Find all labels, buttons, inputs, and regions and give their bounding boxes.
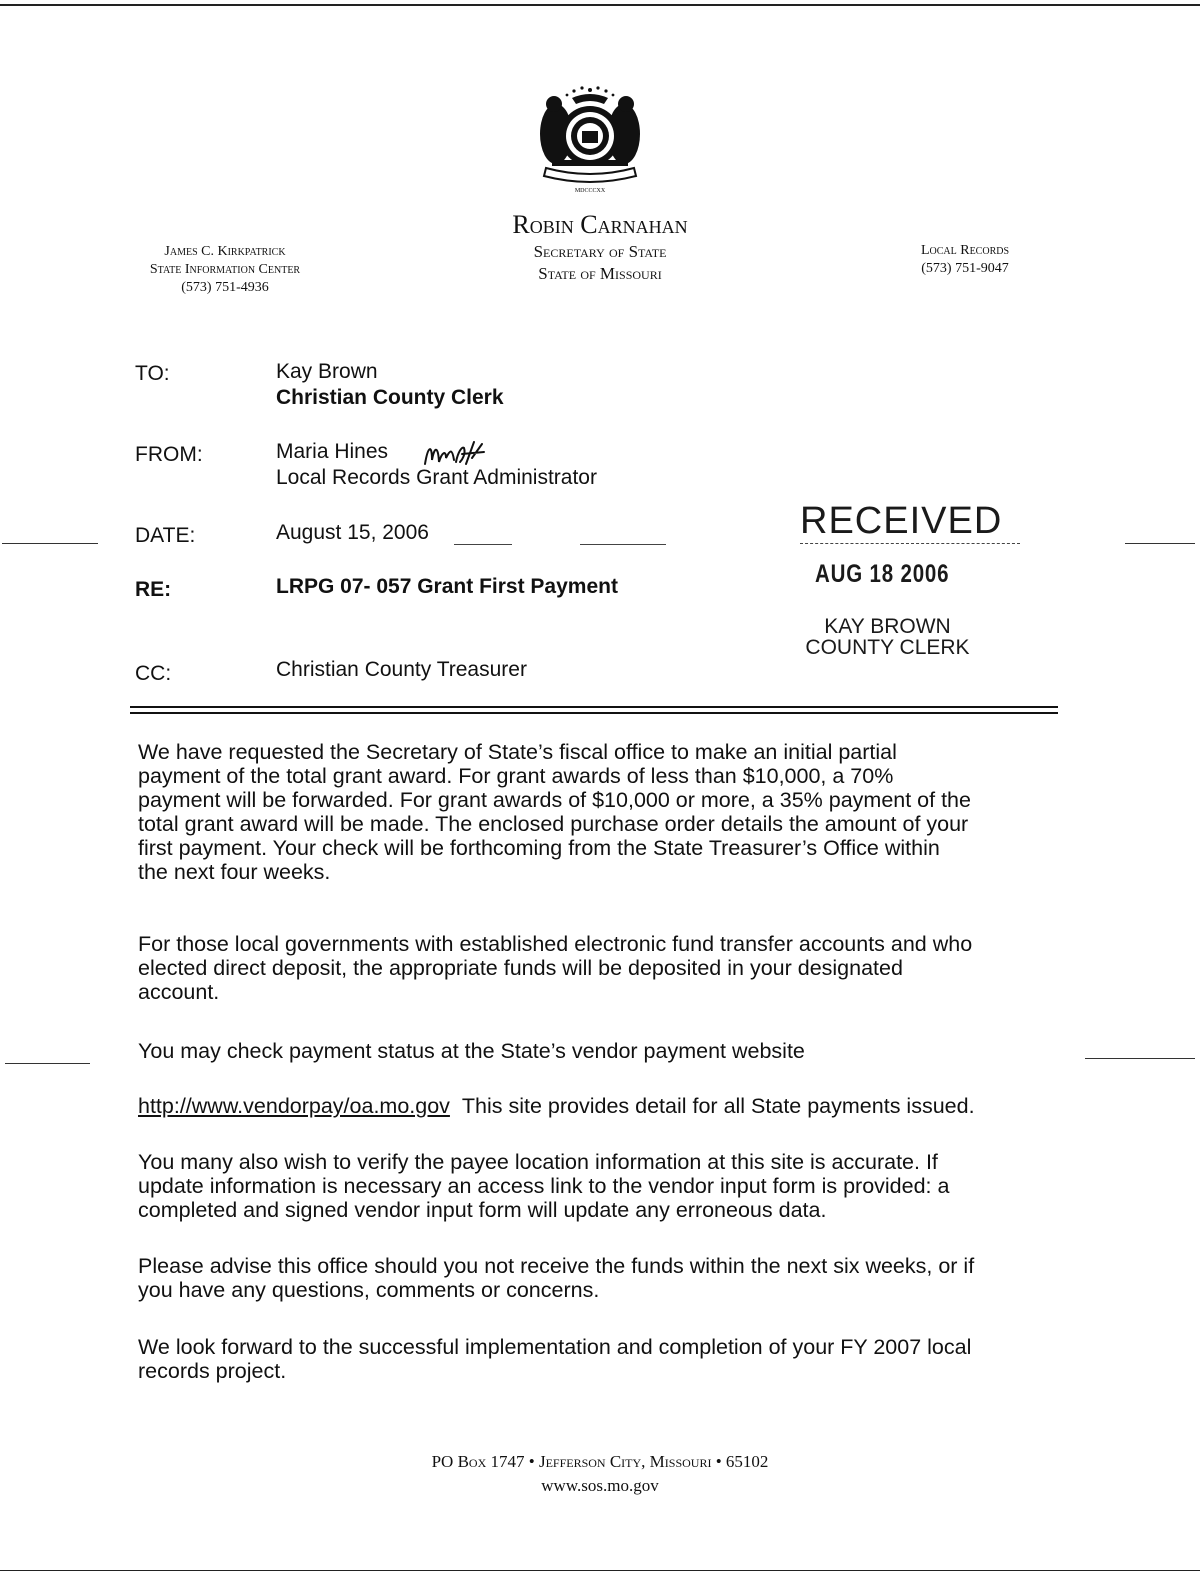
- secretary-title: Secretary of State: [533, 242, 667, 261]
- text-line: We have requested the Secretary of State’s fiscal office to make an initial partial: [138, 740, 897, 764]
- text-line: We look forward to the successful implementation and completion of your FY 2007 local: [138, 1335, 972, 1359]
- text-line: For those local governments with established electronic fund transfer accounts and who: [138, 932, 973, 956]
- from-name: Maria Hines: [276, 440, 389, 463]
- re-value: LRPG 07- 057 Grant First Payment: [276, 575, 618, 598]
- text-line: payment of the total grant award. For grant awards of less than $10,000, a 70%: [138, 764, 894, 788]
- text-line: elected direct deposit, the appropriate funds will be deposited in your designated: [138, 956, 903, 980]
- paragraph-direct-deposit: [138, 932, 1068, 1004]
- state-name: State of Missouri: [538, 264, 662, 283]
- paragraph-payment-status: You may check payment status at the State’s vendor payment website: [138, 1039, 805, 1063]
- missouri-state-seal-icon: [532, 76, 648, 194]
- left-contact-phone: (573) 751-4936: [181, 280, 269, 295]
- header-rule-top: [130, 706, 1058, 708]
- to-title: Christian County Clerk: [276, 386, 504, 409]
- received-stamp-date: AUG 18 2006: [815, 560, 950, 588]
- text-line: You many also wish to verify the payee location information at this site is accurate. If: [138, 1150, 938, 1174]
- cc-label: CC:: [135, 662, 172, 685]
- scan-dash: [580, 544, 666, 545]
- received-stamp-title: RECEIVED: [800, 500, 1003, 542]
- header-rule-bottom: [130, 712, 1058, 714]
- margin-mark: [1125, 543, 1195, 544]
- paragraph-verify-payee: [138, 1150, 1068, 1222]
- margin-mark: [1085, 1058, 1195, 1059]
- scan-edge-bottom: [0, 1570, 1200, 1571]
- text-line: you have any questions, comments or concerns.: [138, 1278, 600, 1302]
- margin-mark: [2, 543, 98, 544]
- paragraph-closing: [138, 1335, 1068, 1383]
- right-contact-dept: Local Records: [920, 243, 1010, 258]
- margin-mark: [5, 1063, 90, 1064]
- stamp-role: COUNTY CLERK: [805, 636, 970, 659]
- footer-address: PO Box 1747 • Jefferson City, Missouri • 65102: [431, 1452, 769, 1471]
- paragraph-website: [138, 1094, 1068, 1118]
- text-line: the next four weeks.: [138, 860, 331, 884]
- received-stamp-recipient: [800, 616, 975, 658]
- text-line: records project.: [138, 1359, 287, 1383]
- text-line: completed and signed vendor input form will update any erroneous data.: [138, 1198, 827, 1222]
- date-value: August 15, 2006: [276, 521, 429, 544]
- text-line: first payment. Your check will be forthcoming from the State Treasurer’s Office within: [138, 836, 940, 860]
- left-contact-name: James C. Kirkpatrick: [164, 244, 286, 259]
- text-line: payment will be forwarded. For grant awards of $10,000 or more, a 35% payment of the: [138, 788, 971, 812]
- paragraph-advise: [138, 1254, 1068, 1302]
- text-line: Please advise this office should you not receive the funds within the next six weeks, or if: [138, 1254, 975, 1278]
- to-label: TO:: [135, 362, 170, 385]
- text-line: update information is necessary an access link to the vendor input form is provided: a: [138, 1174, 950, 1198]
- paragraph-initial-payment: [138, 740, 1068, 884]
- left-contact-center: State Information Center: [149, 262, 301, 277]
- right-contact-phone: (573) 751-9047: [921, 261, 1009, 276]
- right-contact-block: [880, 242, 1050, 278]
- date-label: DATE:: [135, 524, 196, 547]
- left-contact-block: [100, 243, 350, 297]
- to-name: Kay Brown: [276, 360, 378, 383]
- text-line: total grant award will be made. The enclosed purchase order details the amount of your: [138, 812, 969, 836]
- text-line: account.: [138, 980, 220, 1004]
- footer-website: www.sos.mo.gov: [541, 1476, 659, 1495]
- svg-text:MDCCCXX: MDCCCXX: [574, 188, 606, 194]
- link-description: This site provides detail for all State payments issued.: [461, 1094, 975, 1118]
- from-label: FROM:: [135, 443, 203, 466]
- secretary-name: Robin Carnahan: [512, 210, 688, 239]
- scan-edge-top: [0, 4, 1200, 6]
- vendor-payment-link[interactable]: http://www.vendorpay/oa.mo.gov: [138, 1094, 450, 1118]
- stamp-underline: [800, 543, 1020, 544]
- stamp-name: KAY BROWN: [824, 615, 951, 638]
- cc-value: Christian County Treasurer: [276, 658, 527, 681]
- re-label: RE:: [135, 578, 172, 601]
- from-title: Local Records Grant Administrator: [276, 466, 597, 489]
- date-underline: [454, 544, 512, 545]
